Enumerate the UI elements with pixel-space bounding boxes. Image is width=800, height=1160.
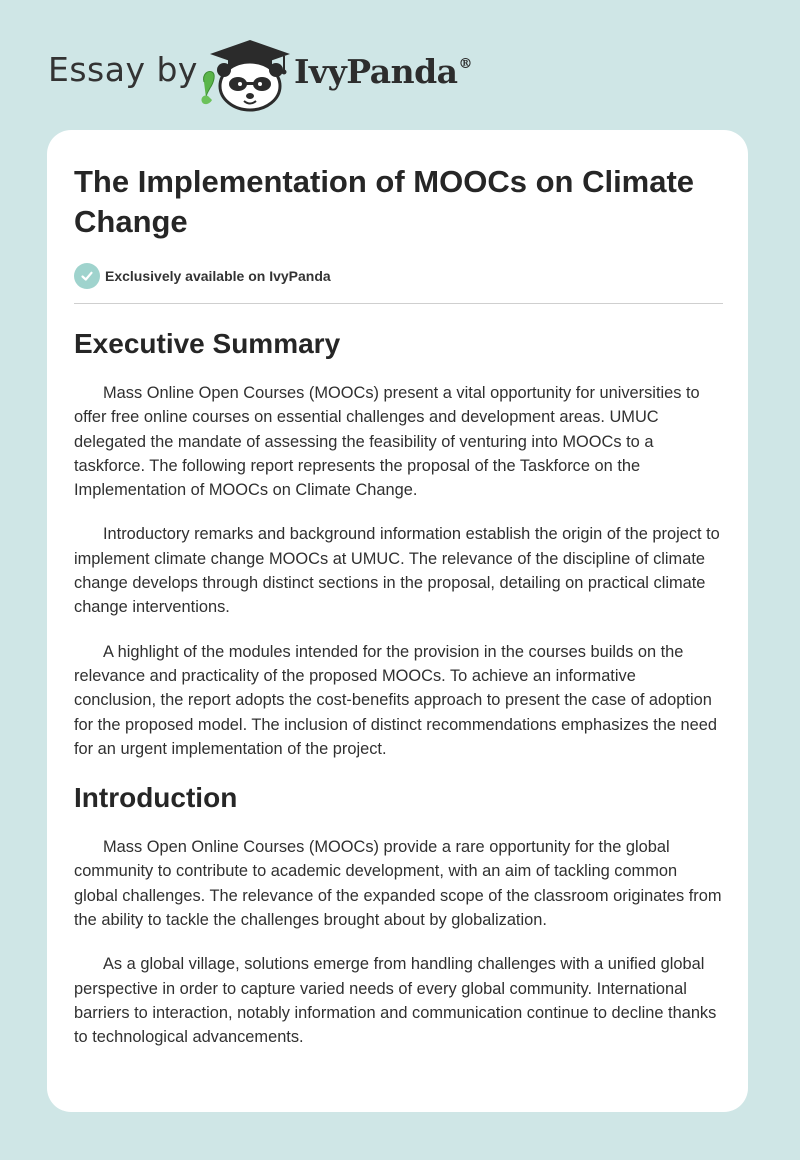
paragraph: Introductory remarks and background information establish the origin of the project to implement climate change MOOCs at UMUC. The relevance of the discipline of climate change develops through distinct sections in the proposal, detailing on practical climate change interventions.	[74, 525, 720, 617]
registered-mark: ®	[458, 56, 473, 72]
brand-header	[48, 36, 508, 112]
brand-name[interactable]: IvyPanda®	[294, 52, 473, 91]
paragraph: As a global village, solutions emerge from handling challenges with a unified global perspective in order to capture varied needs of every global community. International barriers to interaction, notably information and communication continue to decline thanks to technological advancements.	[74, 955, 717, 1047]
divider	[74, 303, 723, 304]
section-heading-executive-summary: Executive Summary	[74, 328, 341, 359]
exclusive-badge-label: Exclusively available on IvyPanda	[105, 268, 331, 284]
essay-title: The Implementation of MOOCs on Climate Change	[74, 164, 695, 239]
checkmark-icon	[74, 263, 100, 289]
essay-card	[47, 130, 748, 1112]
paragraph: A highlight of the modules intended for the provision in the courses builds on the relevance and practicality of the proposed MOOCs. To achieve an informative conclusion, the report adopts the cost-benefits approach to present the case of adoption for the proposed model. The inclusion of distinct recommendations emphasizes the need for an urgent implementation of the project.	[74, 642, 717, 758]
paragraph: Mass Open Online Courses (MOOCs) provide a rare opportunity for the global community to contribute to academic development, with an aim of tackling common global challenges. The relevance of the expanded scope of the classroom originates from the ability to tackle the challenges brought about by globalization.	[74, 838, 722, 930]
exclusive-badge	[74, 263, 722, 289]
essay-content	[74, 162, 722, 1050]
paragraph: Mass Online Open Courses (MOOCs) present a vital opportunity for universities to offer free online courses on essential challenges and development areas. UMUC delegated the mandate of assessing the feasibility of venturing into MOOCs to a taskforce. The following report represents the proposal of the Taskforce on the Implementation of MOOCs on Climate Change.	[74, 384, 700, 500]
brand-prefix: Essay by	[48, 50, 198, 89]
section-heading-introduction: Introduction	[74, 782, 238, 814]
panda-logo-icon[interactable]	[198, 36, 292, 117]
